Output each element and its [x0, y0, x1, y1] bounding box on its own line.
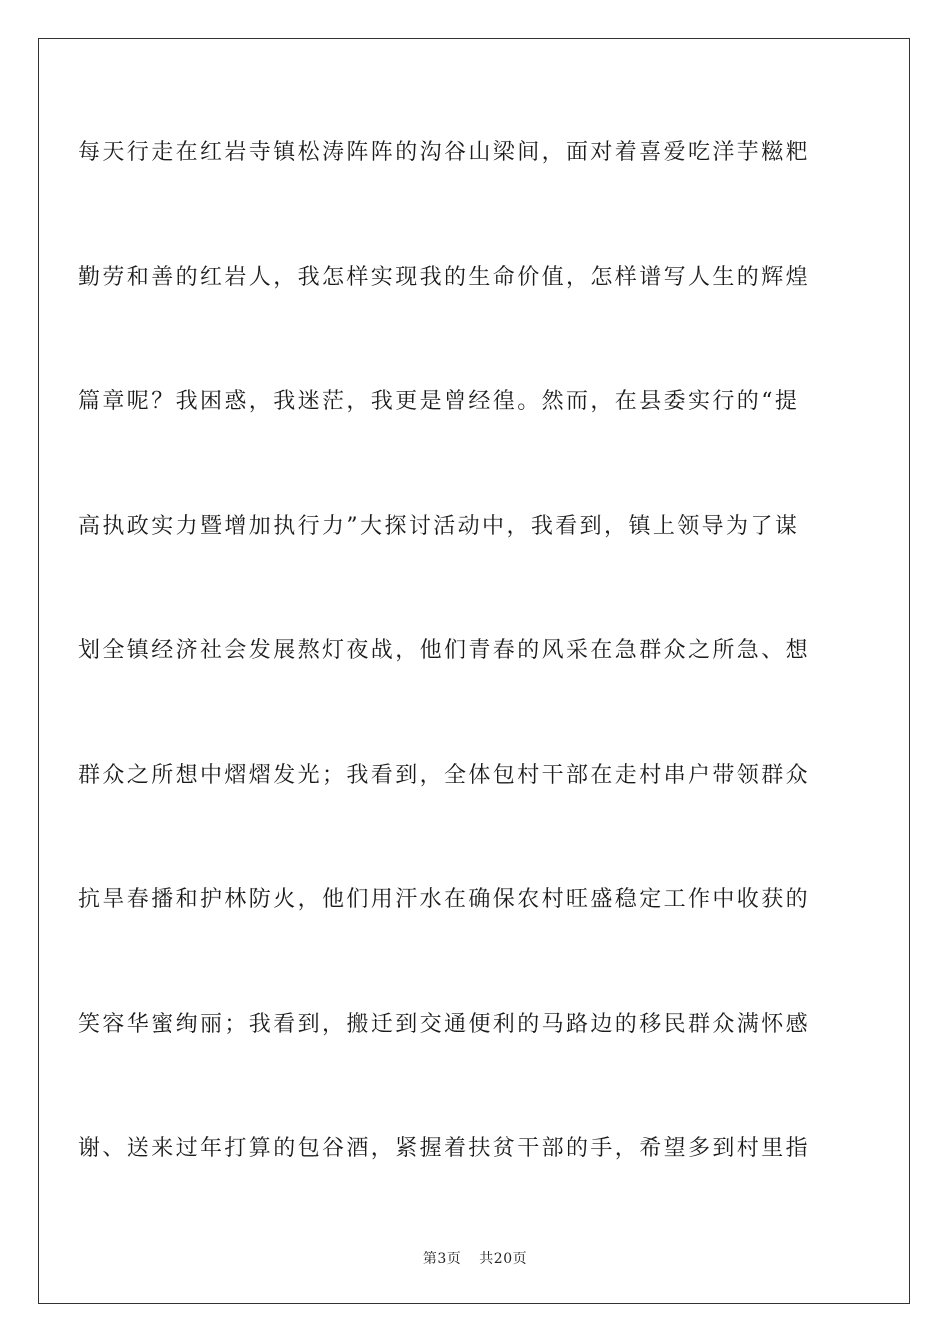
text-line: 划全镇经济社会发展熬灯夜战，他们青春的风采在急群众之所急、想 — [78, 638, 811, 663]
text-line: 篇章呢？我困惑，我迷茫，我更是曾经徨。然而，在县委实行的“提 — [78, 389, 800, 414]
text-line: 笑容华蜜绚丽；我看到，搬迁到交通便利的马路边的移民群众满怀感 — [78, 1011, 811, 1037]
text-line: 每天行走在红岩寺镇松涛阵阵的沟谷山梁间，面对着喜爱吃洋芋糍粑 — [78, 140, 811, 165]
document-body — [78, 123, 878, 1244]
text-line: 谢、送来过年打算的包谷酒，紧握着扶贫干部的手，希望多到村里指 — [78, 1136, 811, 1161]
text-line: 群众之所想中熠熠发光；我看到，全体包村干部在走村串户带领群众 — [78, 762, 811, 788]
page-total: 共20页 — [479, 1251, 528, 1267]
text-line: 抗旱春播和护林防火，他们用汗水在确保农村旺盛稳定工作中收获的 — [78, 887, 811, 912]
text-line: 勤劳和善的红岩人，我怎样实现我的生命价值，怎样谱写人生的辉煌 — [78, 264, 811, 290]
page-footer — [0, 1248, 950, 1268]
text-line: 高执政实力暨增加执行力”大探讨活动中，我看到，镇上领导为了谋 — [78, 513, 800, 539]
page-number: 第3页 — [422, 1251, 462, 1267]
